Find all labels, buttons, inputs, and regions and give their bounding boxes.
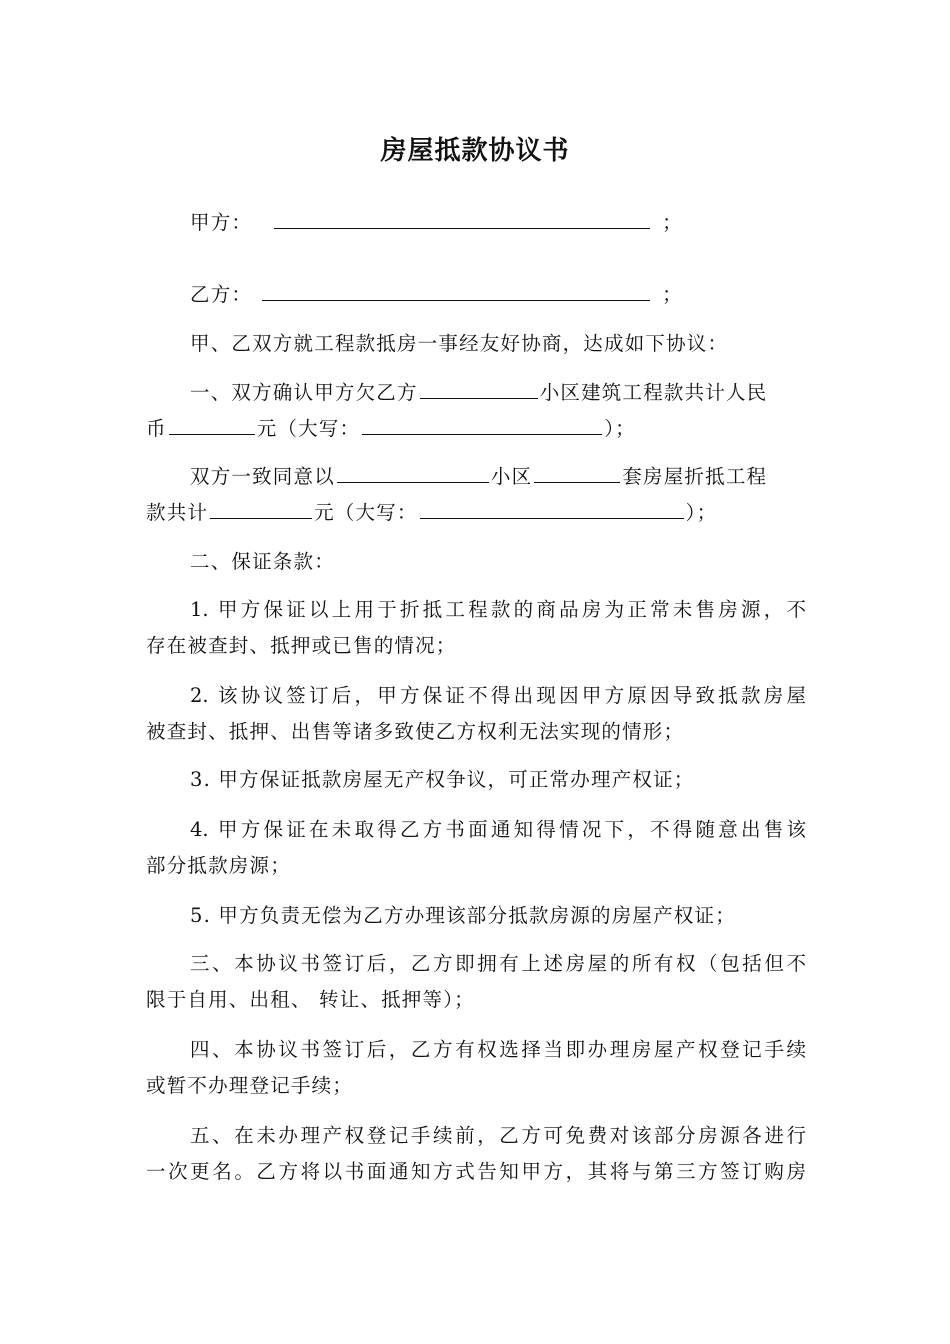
clause-1b-text: 双方一致同意以 [190, 465, 335, 488]
clause-3-line-1: 三、本协议书签订后，乙方即拥有上述房屋的所有权（包括但不 [190, 952, 806, 975]
item-4-line-1: 4. 甲方保证在未取得乙方书面通知得情况下，不得随意出售该 [190, 818, 806, 841]
party-a-blank[interactable] [274, 204, 650, 229]
item-1-line-1: 1. 甲方保证以上用于折抵工程款的商品房为正常未售房源，不 [190, 598, 806, 621]
clause-1-text: ）； [604, 417, 636, 440]
document-title: 房屋抵款协议书 [380, 136, 570, 166]
amount-uppercase-blank[interactable] [362, 410, 602, 435]
clause-1b-text: 款共计 [146, 501, 209, 524]
clause-1-text: 元（大写： [256, 417, 361, 440]
clause-4-line-1: 四、本协议书签订后，乙方有权选择当即办理房屋产权登记手续 [190, 1038, 806, 1061]
clause-1-text: 小区建筑工程款共计人民 [539, 381, 768, 404]
amount-blank[interactable] [169, 410, 255, 435]
item-3: 3. 甲方保证抵款房屋无产权争议，可正常办理产权证； [190, 768, 695, 791]
clause-1-text: 币 [146, 417, 167, 440]
item-1-line-2: 存在被查封、抵押或已售的情况； [146, 634, 457, 657]
community-name-blank[interactable] [420, 374, 538, 399]
clause-3-line-2: 限于自用、出租、 转让、抵押等）； [146, 988, 475, 1011]
clause-5-line-1: 五、在未办理产权登记手续前，乙方可免费对该部分房源各进行 [190, 1124, 806, 1147]
party-b-line [190, 276, 806, 312]
item-4-line-2: 部分抵款房源； [146, 854, 291, 877]
party-b-semicolon: ； [662, 283, 683, 306]
clause-2-heading: 二、保证条款： [190, 550, 335, 573]
item-2-line-2: 被查封、抵押、出售等诸多致使乙方权利无法实现的情形； [146, 720, 685, 743]
party-b-blank[interactable] [262, 276, 650, 301]
party-a-semicolon: ； [662, 211, 683, 234]
clause-1b-line-1 [190, 458, 806, 494]
clause-1-line-2 [146, 410, 806, 446]
party-b-label: 乙方： [190, 283, 253, 306]
offset-community-blank[interactable] [337, 458, 489, 483]
item-5: 5. 甲方负责无偿为乙方办理该部分抵款房源的房屋产权证； [190, 904, 736, 927]
clause-1-text: 一、双方确认甲方欠乙方 [190, 381, 418, 404]
clause-1b-text: 元（大写： [314, 501, 418, 524]
clause-1b-line-2 [146, 494, 806, 530]
item-2-line-1: 2. 该协议签订后，甲方保证不得出现因甲方原因导致抵款房屋 [190, 684, 806, 707]
offset-amount-blank[interactable] [210, 494, 312, 519]
house-count-blank[interactable] [534, 458, 620, 483]
intro-paragraph: 甲、乙双方就工程款抵房一事经友好协商，达成如下协议： [190, 332, 729, 355]
clause-1-line-1 [190, 374, 806, 410]
clause-4-line-2: 或暂不办理登记手续； [146, 1074, 354, 1097]
offset-amount-uppercase-blank[interactable] [420, 494, 684, 519]
clause-1b-text: 小区 [490, 465, 533, 488]
party-a-line [190, 204, 806, 240]
clause-5-line-2: 一次更名。乙方将以书面通知方式告知甲方，其将与第三方签订购房 [146, 1160, 806, 1183]
clause-1b-text: ）； [685, 501, 718, 524]
party-a-label: 甲方： [190, 211, 253, 234]
clause-1b-text: 套房屋折抵工程 [622, 465, 768, 488]
